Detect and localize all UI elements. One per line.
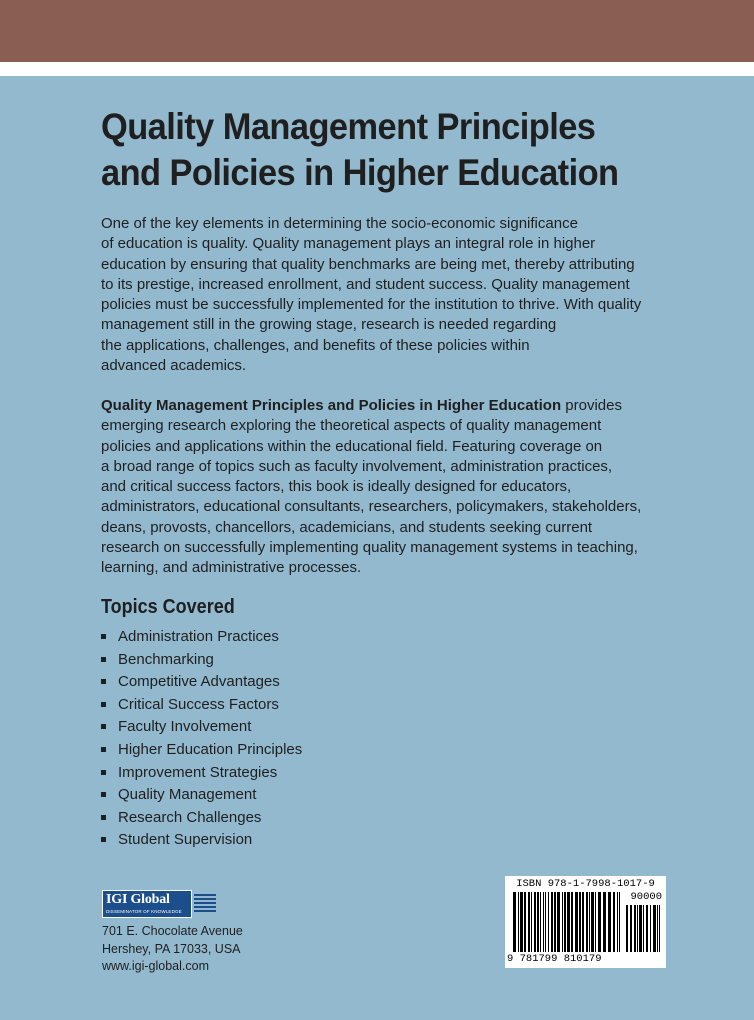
topics-heading: Topics Covered bbox=[101, 596, 235, 618]
description-paragraph-2-text: provides emerging research exploring the theoretical aspects of quality management policies and applications within the educational field. Featuring coverage on a broad range of topics such as faculty involvement, administration practices, and critical success factors, this book is ideally designed for educators, administrators, educational consultants, researchers, policymakers, stakeholders, deans, provosts, chancellors, academicians, and students seeking current research on successfully implementing quality management systems in teaching, learning, and administrative processes. bbox=[101, 397, 642, 577]
topic-label: Improvement Strategies bbox=[118, 763, 278, 781]
bullet-icon bbox=[101, 679, 106, 684]
bullet-icon bbox=[101, 770, 106, 775]
topic-item bbox=[101, 739, 302, 762]
topic-item bbox=[101, 694, 302, 717]
topic-item bbox=[101, 807, 302, 830]
topic-item bbox=[101, 626, 302, 649]
back-cover-content bbox=[101, 104, 661, 849]
topic-label: Competitive Advantages bbox=[118, 673, 280, 691]
topic-label: Research Challenges bbox=[118, 808, 262, 826]
white-separator-band bbox=[0, 62, 754, 76]
top-color-band bbox=[0, 0, 754, 62]
barcode-digits: 9 781799 810179 bbox=[507, 953, 602, 965]
bullet-icon bbox=[101, 724, 106, 729]
publisher-website: www.igi-global.com bbox=[102, 959, 209, 973]
book-title-line2: and Policies in Higher Education bbox=[101, 152, 619, 193]
logo-stripes-icon bbox=[194, 894, 216, 914]
book-title-line1: Quality Management Principles bbox=[101, 106, 596, 147]
description-paragraph-2 bbox=[101, 396, 661, 579]
topic-label: Benchmarking bbox=[118, 650, 214, 668]
barcode-bars-icon bbox=[513, 892, 623, 952]
bullet-icon bbox=[101, 634, 106, 639]
price-code: 90000 bbox=[630, 891, 662, 903]
bullet-icon bbox=[101, 792, 106, 797]
isbn-label: ISBN 978-1-7998-1017-9 bbox=[516, 878, 655, 890]
bullet-icon bbox=[101, 657, 106, 662]
topic-item bbox=[101, 716, 302, 739]
topic-item bbox=[101, 649, 302, 672]
igi-global-logo bbox=[102, 890, 217, 918]
bullet-icon bbox=[101, 815, 106, 820]
bullet-icon bbox=[101, 837, 106, 842]
logo-name: IGI Global bbox=[106, 892, 170, 907]
topic-item bbox=[101, 829, 302, 852]
topic-label: Administration Practices bbox=[118, 628, 279, 645]
address-line-2: Hershey, PA 17033, USA bbox=[102, 941, 241, 956]
topic-label: Higher Education Principles bbox=[118, 740, 303, 758]
logo-tagline: DISSEMINATOR OF KNOWLEDGE bbox=[106, 909, 182, 914]
bullet-icon bbox=[101, 702, 106, 707]
isbn-barcode bbox=[505, 876, 666, 968]
logo-box bbox=[102, 890, 192, 918]
price-barcode-icon bbox=[626, 905, 662, 952]
address-line-1: 701 E. Chocolate Avenue bbox=[102, 924, 243, 938]
topic-item bbox=[101, 671, 302, 694]
topic-label: Faculty Involvement bbox=[118, 718, 252, 736]
topic-item bbox=[101, 784, 302, 807]
bullet-icon bbox=[101, 747, 106, 752]
description-paragraph-1: One of the key elements in determining the socio-economic significance of education is quality. Quality management plays an integral role in higher education by ensuring that quality benchmarks are being met, thereby attributing to its prestige, increased enrollment, and student success. Quality management policies must be successfully implemented for the institution to thrive. With quality management still in the growing stage, research is needed regarding the applications, challenges, and benefits of these policies within advanced academics. bbox=[101, 215, 642, 375]
topic-label: Quality Management bbox=[118, 786, 257, 804]
book-title-inline: Quality Management Principles and Policies in Higher Education bbox=[101, 397, 562, 414]
topic-item bbox=[101, 762, 302, 785]
publisher-address bbox=[102, 923, 243, 976]
topics-list bbox=[101, 626, 302, 852]
topic-label: Critical Success Factors bbox=[118, 695, 279, 713]
topic-label: Student Supervision bbox=[118, 831, 253, 849]
book-title bbox=[101, 104, 659, 196]
